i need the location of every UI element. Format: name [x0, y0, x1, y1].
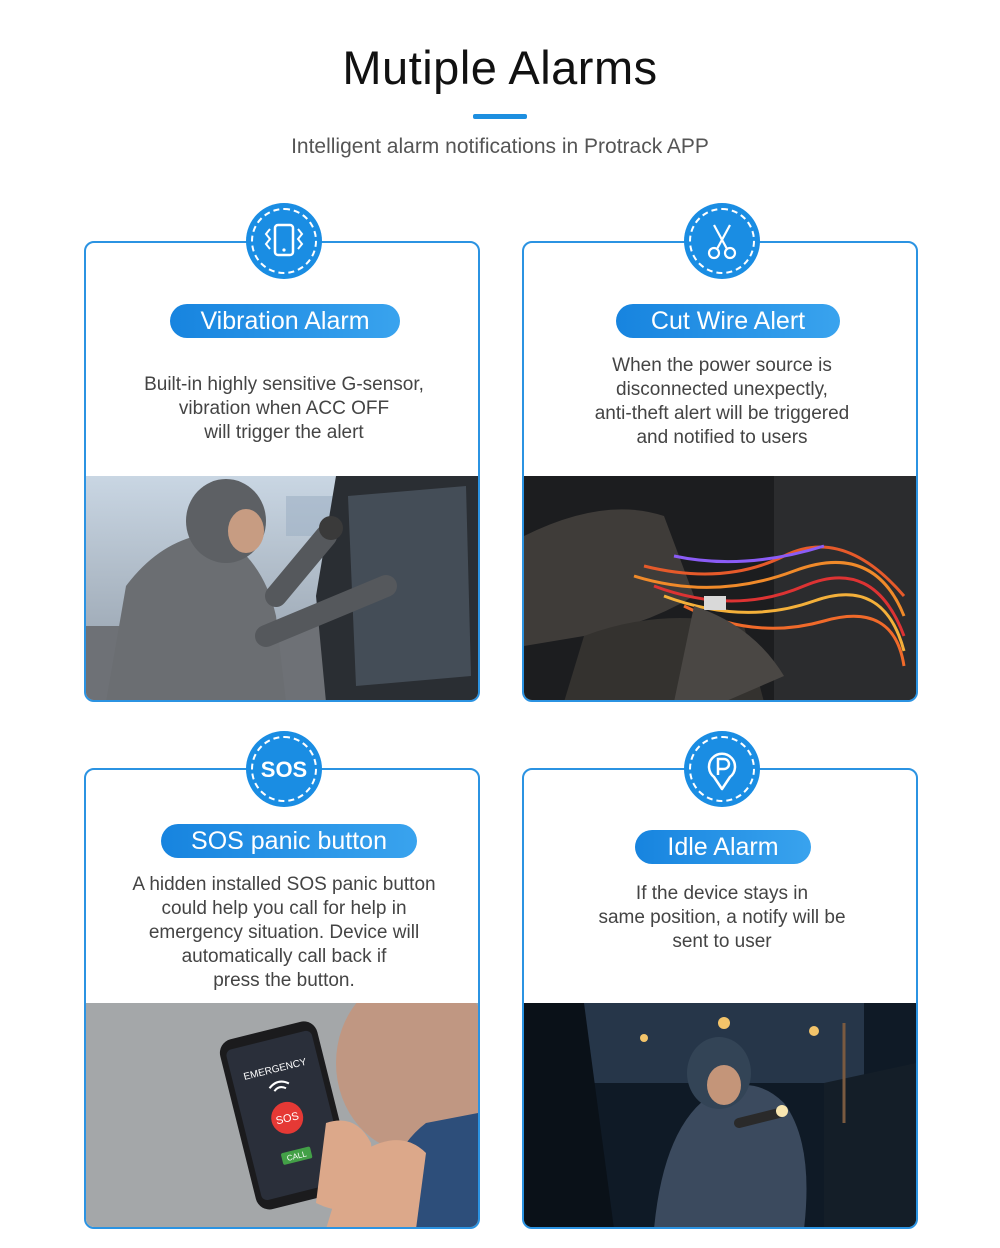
phone-emergency-label: EMERGENCY — [242, 1056, 308, 1083]
card-label: Cut Wire Alert — [616, 304, 840, 338]
card-label: SOS panic button — [161, 824, 417, 858]
scissors-icon — [684, 203, 760, 279]
card-label: Vibration Alarm — [170, 304, 400, 338]
card-cut-wire-alert — [522, 241, 918, 702]
page-title: Mutiple Alarms — [342, 41, 658, 94]
phone-sos-label: SOS — [274, 1110, 301, 1128]
photo-hand-holding-phone-emergency-screen — [86, 1003, 478, 1229]
photo-hooded-thief-opening-car-door — [86, 476, 478, 702]
svg-text:SOS: SOS — [260, 757, 308, 782]
phone-call-label: CALL — [285, 1149, 308, 1163]
card-sos-panic-button — [84, 768, 480, 1229]
card-description: A hidden installed SOS panic button could help you call for help in emergency situation. Device will automatically call back if press the button. — [132, 874, 436, 991]
title-underline — [473, 114, 527, 119]
card-description: When the power source is disconnected unexpectly, anti-theft alert will be triggered and notified to users — [594, 355, 850, 448]
card-idle-alarm — [522, 768, 918, 1229]
card-description: Built-in highly sensitive G-sensor, vibration when ACC OFF will trigger the alert — [144, 374, 424, 443]
card-vibration-alarm — [84, 241, 480, 702]
sos-icon — [246, 731, 322, 807]
photo-thief-with-flashlight-inside-car — [524, 1003, 916, 1229]
card-label: Idle Alarm — [635, 830, 811, 864]
parking-pin-icon — [684, 731, 760, 807]
card-description: If the device stays in same position, a notify will be sent to user — [598, 883, 846, 952]
page-subtitle: Intelligent alarm notifications in Protrack APP — [291, 135, 709, 158]
photo-gloved-hands-cutting-car-wires — [524, 476, 916, 702]
vibration-phone-icon — [246, 203, 322, 279]
